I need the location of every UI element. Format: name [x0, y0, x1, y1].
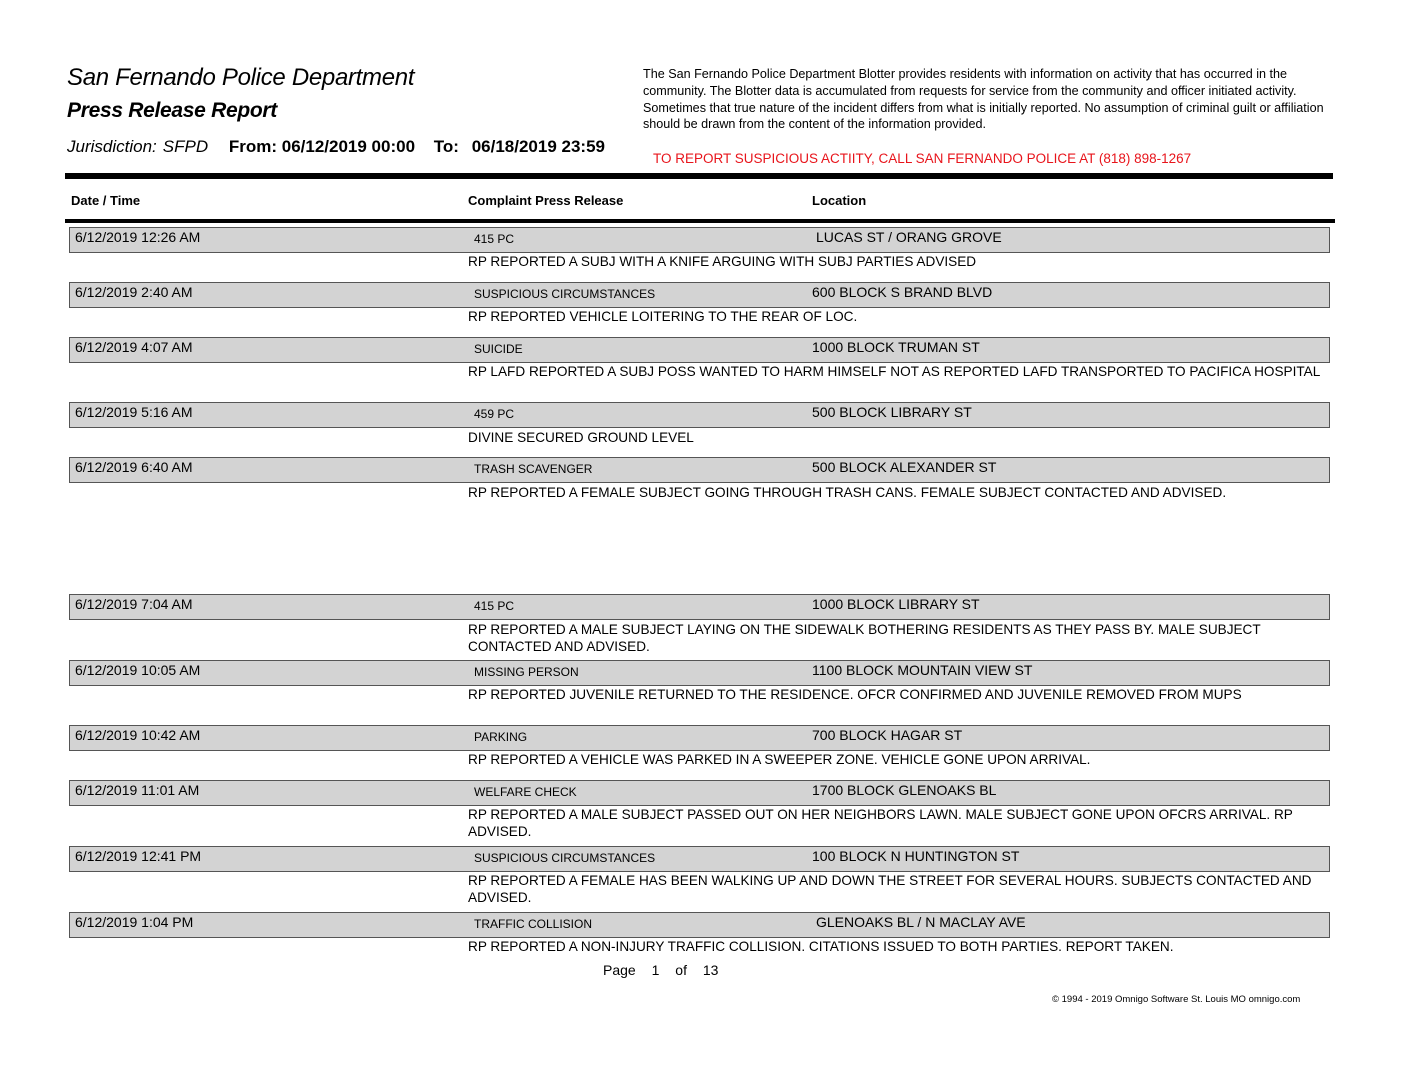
record-description: RP REPORTED A MALE SUBJECT LAYING ON THE SIDEWALK BOTHERING RESIDENTS AS THEY PASS BY. MALE SUBJECT CONTACTED AND ADVISED. — [468, 622, 1261, 654]
record-location: GLENOAKS BL / N MACLAY AVE — [816, 914, 1026, 930]
record-location: 1000 BLOCK TRUMAN ST — [812, 339, 980, 355]
suspicious-activity-alert: TO REPORT SUSPICIOUS ACTIITY, CALL SAN FERNANDO POLICE AT (818) 898-1267 — [653, 151, 1192, 166]
record-datetime: 6/12/2019 2:40 AM — [75, 284, 193, 300]
to-label: To: — [433, 137, 459, 156]
record-location: LUCAS ST / ORANG GROVE — [816, 229, 1002, 245]
page-label: Page — [603, 962, 636, 978]
table-row — [69, 594, 1330, 620]
record-description: RP REPORTED A NON-INJURY TRAFFIC COLLISION. CITATIONS ISSUED TO BOTH PARTIES. REPORT TAKEN. — [468, 939, 1174, 954]
record-datetime: 6/12/2019 4:07 AM — [75, 339, 193, 355]
table-row — [69, 227, 1330, 253]
report-parameters — [67, 137, 605, 157]
record-complaint: WELFARE CHECK — [474, 785, 577, 799]
record-datetime: 6/12/2019 5:16 AM — [75, 404, 193, 420]
from-label: From: — [228, 137, 278, 156]
record-complaint: SUSPICIOUS CIRCUMSTANCES — [474, 287, 656, 301]
record-location: 1100 BLOCK MOUNTAIN VIEW ST — [812, 662, 1033, 678]
record-description: RP REPORTED A SUBJ WITH A KNIFE ARGUING WITH SUBJ PARTIES ADVISED — [468, 254, 977, 269]
record-datetime: 6/12/2019 12:41 PM — [75, 848, 202, 864]
page-total: 13 — [702, 962, 719, 978]
record-location: 100 BLOCK N HUNTINGTON ST — [812, 848, 1020, 864]
header-divider — [65, 173, 1333, 179]
of-label: of — [675, 962, 687, 978]
record-description: DIVINE SECURED GROUND LEVEL — [468, 430, 694, 445]
page-number: 1 — [651, 962, 660, 978]
table-row — [69, 337, 1330, 363]
table-row — [69, 780, 1330, 806]
record-datetime: 6/12/2019 10:05 AM — [75, 662, 201, 678]
from-value: 06/12/2019 00:00 — [281, 137, 416, 156]
jurisdiction-value: SFPD — [162, 137, 209, 156]
record-description: RP REPORTED A MALE SUBJECT PASSED OUT ON HER NEIGHBORS LAWN. MALE SUBJECT GONE UPON OFCRS ARRIVAL. RP ADVISED. — [468, 807, 1293, 839]
record-datetime: 6/12/2019 1:04 PM — [75, 914, 194, 930]
record-complaint: SUSPICIOUS CIRCUMSTANCES — [474, 851, 656, 865]
record-location: 1000 BLOCK LIBRARY ST — [812, 596, 980, 612]
record-datetime: 6/12/2019 6:40 AM — [75, 459, 193, 475]
record-complaint: 415 PC — [474, 232, 515, 246]
page-indicator — [603, 962, 730, 978]
record-location: 1700 BLOCK GLENOAKS BL — [812, 782, 997, 798]
record-complaint: PARKING — [474, 730, 528, 744]
table-row — [69, 457, 1330, 483]
column-header-location: Location — [812, 193, 867, 208]
table-row — [69, 402, 1330, 428]
column-header-datetime: Date / Time — [71, 193, 141, 208]
column-header-divider — [65, 219, 1335, 223]
table-row — [69, 912, 1330, 938]
record-complaint: 415 PC — [474, 599, 515, 613]
record-complaint: SUICIDE — [474, 342, 523, 356]
record-description: RP REPORTED VEHICLE LOITERING TO THE REAR OF LOC. — [468, 309, 858, 324]
table-row — [69, 725, 1330, 751]
table-row — [69, 282, 1330, 308]
record-complaint: 459 PC — [474, 407, 515, 421]
record-description: RP REPORTED JUVENILE RETURNED TO THE RESIDENCE. OFCR CONFIRMED AND JUVENILE REMOVED FROM MUPS — [468, 687, 1242, 702]
record-description: RP REPORTED A VEHICLE WAS PARKED IN A SWEEPER ZONE. VEHICLE GONE UPON ARRIVAL. — [468, 752, 1091, 767]
record-complaint: TRASH SCAVENGER — [474, 462, 593, 476]
record-datetime: 6/12/2019 7:04 AM — [75, 596, 193, 612]
blotter-disclaimer: The San Fernando Police Department Blotter provides residents with information on activity that has occurred in the community. The Blotter data is accumulated from requests for service from the community and officer initiated activity. Sometimes that true nature of the incident differs from what is initially reported. No assumption of criminal guilt or affiliation should be drawn from the content of the information provided. — [643, 67, 1324, 132]
record-description: RP REPORTED A FEMALE SUBJECT GOING THROUGH TRASH CANS. FEMALE SUBJECT CONTACTED AND ADVISED. — [468, 485, 1227, 500]
column-header-complaint: Complaint Press Release — [468, 193, 624, 208]
record-datetime: 6/12/2019 11:01 AM — [75, 782, 200, 798]
record-location: 700 BLOCK HAGAR ST — [812, 727, 963, 743]
table-row — [69, 660, 1330, 686]
record-description: RP REPORTED A FEMALE HAS BEEN WALKING UP AND DOWN THE STREET FOR SEVERAL HOURS. SUBJECTS CONTACTED AND ADVISED. — [468, 873, 1312, 905]
record-location: 500 BLOCK ALEXANDER ST — [812, 459, 997, 475]
record-location: 600 BLOCK S BRAND BLVD — [812, 284, 993, 300]
to-value: 06/18/2019 23:59 — [471, 137, 605, 156]
copyright-notice: © 1994 - 2019 Omnigo Software St. Louis MO omnigo.com — [1052, 994, 1301, 1005]
record-description: RP LAFD REPORTED A SUBJ POSS WANTED TO HARM HIMSELF NOT AS REPORTED LAFD TRANSPORTED TO PACIFICA HOSPITAL — [468, 364, 1321, 379]
report-title: Press Release Report — [67, 99, 277, 122]
record-datetime: 6/12/2019 10:42 AM — [75, 727, 201, 743]
table-row — [69, 846, 1330, 872]
jurisdiction-label: Jurisdiction: — [67, 137, 157, 156]
record-complaint: MISSING PERSON — [474, 665, 579, 679]
record-datetime: 6/12/2019 12:26 AM — [75, 229, 201, 245]
department-title: San Fernando Police Department — [67, 64, 415, 91]
record-location: 500 BLOCK LIBRARY ST — [812, 404, 972, 420]
record-complaint: TRAFFIC COLLISION — [474, 917, 593, 931]
